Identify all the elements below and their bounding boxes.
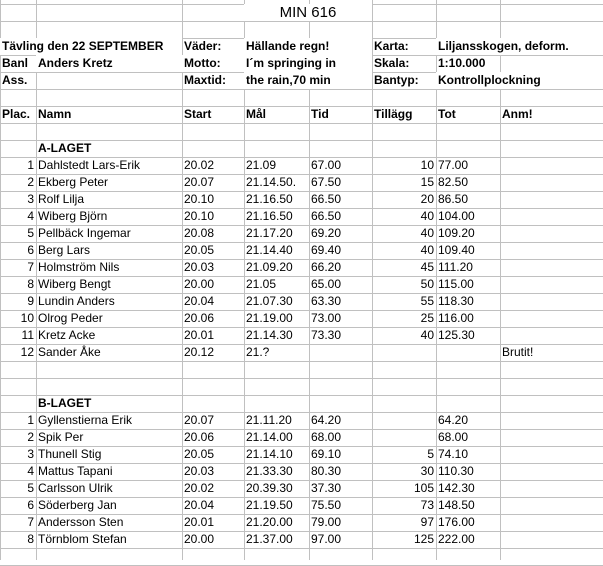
course-setter-value[interactable]: Anders Kretz [36, 55, 244, 72]
table-cell-tid[interactable]: 75.50 [311, 498, 342, 512]
table-cell-start[interactable]: 20.10 [184, 192, 215, 206]
table-cell-tot[interactable]: 111.20 [438, 260, 473, 274]
table-cell-mal[interactable]: 21.14.30 [246, 328, 293, 342]
table-cell-namn[interactable]: Spik Per [38, 430, 84, 444]
table-cell-namn[interactable]: Dahlstedt Lars-Erik [38, 158, 141, 172]
column-header-anm[interactable]: Anm! [502, 107, 533, 121]
grid-row-line [0, 548, 603, 549]
table-cell-tot[interactable]: 104.00 [438, 209, 475, 223]
map-value[interactable]: Liljansskogen, deform. [436, 38, 603, 55]
grid-row-line [0, 21, 603, 22]
table-cell-tid[interactable]: 79.00 [311, 515, 342, 529]
table-cell-anm[interactable]: Brutit! [502, 345, 534, 359]
table-cell-tid[interactable]: 97.00 [311, 532, 342, 546]
table-cell-start[interactable]: 20.04 [184, 498, 215, 512]
table-cell-mal[interactable]: 21.09 [246, 158, 277, 172]
table-cell-start[interactable]: 20.01 [184, 328, 215, 342]
scale-value[interactable]: 1:10.000 [438, 56, 486, 70]
table-cell-tot[interactable]: 86.50 [438, 192, 469, 206]
motto-value[interactable]: I´m springing in [244, 55, 372, 72]
table-cell-plac[interactable]: 7 [27, 515, 34, 529]
table-cell-tid[interactable]: 67.50 [311, 175, 342, 189]
table-cell-mal[interactable]: 21.09.20 [246, 260, 293, 274]
table-cell-tid[interactable]: 67.00 [311, 158, 342, 172]
table-cell-mal[interactable]: 21.37.00 [246, 532, 293, 546]
weather-label[interactable]: Väder: [184, 39, 222, 53]
table-cell-start[interactable]: 20.08 [184, 226, 215, 240]
table-cell-tot[interactable]: 118.30 [438, 294, 474, 308]
table-cell-namn[interactable]: Ekberg Peter [38, 175, 109, 189]
table-cell-tot[interactable]: 148.50 [438, 498, 475, 512]
table-cell-tot[interactable]: 176.00 [438, 515, 475, 529]
column-header-start[interactable]: Start [184, 107, 212, 121]
table-cell-namn[interactable]: Carlsson Ulrik [38, 481, 113, 495]
grid-row-line [0, 89, 603, 90]
column-header-plac[interactable]: Plac. [2, 107, 31, 121]
table-cell-tid[interactable]: 66.50 [311, 192, 342, 206]
table-cell-tot[interactable]: 222.00 [438, 532, 475, 546]
table-cell-tid[interactable]: 73.00 [311, 311, 342, 325]
table-cell-tot[interactable]: 116.00 [438, 311, 474, 325]
table-cell-plac[interactable]: 10 [20, 311, 34, 325]
column-header-tot[interactable]: Tot [438, 107, 456, 121]
section-label[interactable]: A-LAGET [38, 141, 92, 155]
table-cell-namn[interactable]: Lundin Anders [38, 294, 115, 308]
table-cell-namn[interactable]: Olrog Peder [38, 311, 103, 325]
table-cell-plac[interactable]: 6 [27, 243, 34, 257]
table-cell-start[interactable]: 20.10 [184, 209, 215, 223]
table-cell-namn[interactable]: Andersson Sten [38, 515, 124, 529]
table-cell-start[interactable]: 20.07 [184, 175, 215, 189]
table-cell-plac[interactable]: 6 [27, 498, 34, 512]
table-cell-plac[interactable]: 12 [20, 345, 34, 359]
table-cell-mal[interactable]: 21.14.00 [246, 430, 293, 444]
table-cell-tot[interactable]: 109.40 [438, 243, 475, 257]
table-cell-tot[interactable]: 125.30 [438, 328, 475, 342]
table-cell-tillagg[interactable]: 55 [420, 294, 434, 308]
table-cell-mal[interactable]: 21.17.20 [246, 226, 293, 240]
table-cell-start[interactable]: 20.06 [184, 311, 215, 325]
table-cell-mal[interactable]: 21.19.00 [246, 311, 293, 325]
table-cell-start[interactable]: 20.00 [184, 277, 215, 291]
table-cell-namn[interactable]: Rolf Lilja [38, 192, 85, 206]
table-cell-namn[interactable]: Wiberg Bengt [38, 277, 111, 291]
table-cell-mal[interactable]: 20.39.30 [246, 481, 293, 495]
table-cell-plac[interactable]: 5 [27, 226, 34, 240]
table-cell-namn[interactable]: Törnblom Stefan [38, 532, 127, 546]
table-cell-tid[interactable]: 68.00 [311, 430, 342, 444]
table-cell-tillagg[interactable]: 105 [413, 481, 434, 495]
column-header-tillagg[interactable]: Tillägg [374, 107, 413, 121]
table-cell-namn[interactable]: Sander Åke [38, 345, 101, 359]
table-cell-start[interactable]: 20.05 [184, 243, 215, 257]
table-cell-plac[interactable]: 1 [27, 158, 34, 172]
table-cell-mal[interactable]: 21.11.20 [246, 413, 292, 427]
table-cell-start[interactable]: 20.01 [184, 515, 215, 529]
sheet-title[interactable]: MIN 616 [244, 4, 372, 21]
course-type-value[interactable]: Kontrollplockning [436, 72, 603, 89]
column-header-namn[interactable]: Namn [38, 107, 72, 121]
table-cell-mal[interactable]: 21.19.50 [246, 498, 293, 512]
table-cell-plac[interactable]: 7 [27, 260, 34, 274]
table-cell-plac[interactable]: 9 [27, 294, 34, 308]
table-cell-tillagg[interactable]: 30 [420, 464, 434, 478]
maxtime-label[interactable]: Maxtid: [184, 73, 226, 87]
table-cell-plac[interactable]: 4 [27, 464, 34, 478]
table-cell-tillagg[interactable]: 10 [420, 158, 434, 172]
table-cell-start[interactable]: 20.02 [184, 158, 215, 172]
table-cell-tillagg[interactable]: 25 [420, 311, 434, 325]
table-cell-mal[interactable]: 21.33.30 [246, 464, 293, 478]
table-cell-tid[interactable]: 37.30 [311, 481, 342, 495]
table-cell-tot[interactable]: 109.20 [438, 226, 475, 240]
table-cell-mal[interactable]: 21.14.10 [246, 447, 293, 461]
table-cell-tot[interactable]: 68.00 [438, 430, 469, 444]
table-cell-namn[interactable]: Wiberg Björn [38, 209, 108, 223]
column-header-mal[interactable]: Mål [246, 107, 267, 121]
table-cell-start[interactable]: 20.07 [184, 413, 215, 427]
map-label[interactable]: Karta: [374, 39, 409, 53]
table-cell-tid[interactable]: 69.10 [311, 447, 342, 461]
table-cell-plac[interactable]: 8 [27, 532, 34, 546]
weather-value[interactable]: Hällande regn! [244, 38, 372, 55]
table-cell-namn[interactable]: Gyllenstierna Erik [38, 413, 133, 427]
course-type-label[interactable]: Bantyp: [374, 73, 419, 87]
table-cell-start[interactable]: 20.06 [184, 430, 215, 444]
table-cell-start[interactable]: 20.04 [184, 294, 215, 308]
table-cell-mal[interactable]: 21.14.40 [246, 243, 293, 257]
table-cell-tillagg[interactable]: 40 [420, 328, 434, 342]
table-cell-tillagg[interactable]: 40 [420, 243, 434, 257]
table-cell-tillagg[interactable]: 73 [420, 498, 434, 512]
table-cell-start[interactable]: 20.05 [184, 447, 215, 461]
table-cell-plac[interactable]: 2 [27, 430, 34, 444]
table-cell-namn[interactable]: Pellbäck Ingemar [38, 226, 131, 240]
table-cell-tid[interactable]: 65.00 [311, 277, 342, 291]
table-cell-tot[interactable]: 74.10 [438, 447, 469, 461]
table-cell-mal[interactable]: 21.14.50. [246, 175, 297, 189]
table-cell-plac[interactable]: 2 [27, 175, 34, 189]
motto-label[interactable]: Motto: [184, 56, 221, 70]
table-cell-tillagg[interactable]: 5 [427, 447, 434, 461]
table-cell-tot[interactable]: 110.30 [438, 464, 474, 478]
table-cell-tot[interactable]: 77.00 [438, 158, 469, 172]
table-cell-start[interactable]: 20.12 [184, 345, 215, 359]
section-label[interactable]: B-LAGET [38, 396, 92, 410]
table-cell-start[interactable]: 20.02 [184, 481, 215, 495]
table-cell-mal[interactable]: 21.07.30 [246, 294, 293, 308]
table-cell-tid[interactable]: 63.30 [311, 294, 342, 308]
table-cell-mal[interactable]: 21.20.00 [246, 515, 293, 529]
table-cell-tid[interactable]: 73.30 [311, 328, 342, 342]
table-cell-tid[interactable]: 66.50 [311, 209, 342, 223]
table-cell-mal[interactable]: 21.16.50 [246, 192, 293, 206]
table-cell-plac[interactable]: 3 [27, 192, 34, 206]
table-cell-tillagg[interactable]: 40 [420, 209, 434, 223]
grid-row-line [0, 361, 603, 362]
course-setter-label[interactable]: Banl [2, 56, 29, 70]
scale-label[interactable]: Skala: [374, 56, 410, 70]
table-cell-start[interactable]: 20.03 [184, 260, 215, 274]
table-cell-plac[interactable]: 4 [27, 209, 34, 223]
table-cell-plac[interactable]: 3 [27, 447, 34, 461]
grid-row-line [0, 378, 603, 379]
column-header-tid[interactable]: Tid [311, 107, 329, 121]
table-cell-tillagg[interactable]: 40 [420, 226, 434, 240]
table-cell-plac[interactable]: 11 [21, 328, 34, 342]
maxtime-value[interactable]: the rain,70 min [244, 72, 372, 89]
table-cell-mal[interactable]: 21.16.50 [246, 209, 293, 223]
table-cell-start[interactable]: 20.03 [184, 464, 215, 478]
table-cell-tot[interactable]: 64.20 [438, 413, 469, 427]
competition-date-cell[interactable]: Tävling den 22 SEPTEMBER [0, 38, 182, 55]
grid-row-line [0, 123, 603, 124]
table-cell-tot[interactable]: 82.50 [438, 175, 469, 189]
table-cell-tillagg[interactable]: 97 [420, 515, 434, 529]
table-cell-tid[interactable]: 69.20 [311, 226, 342, 240]
table-cell-plac[interactable]: 8 [27, 277, 34, 291]
table-cell-tid[interactable]: 69.40 [311, 243, 342, 257]
table-cell-tot[interactable]: 142.30 [438, 481, 475, 495]
assistant-label[interactable]: Ass. [2, 73, 28, 87]
table-cell-plac[interactable]: 5 [27, 481, 34, 495]
table-cell-namn[interactable]: Holmström Nils [38, 260, 120, 274]
table-cell-tillagg[interactable]: 125 [413, 532, 434, 546]
table-cell-tot[interactable]: 115.00 [438, 277, 474, 291]
table-cell-tillagg[interactable]: 45 [420, 260, 434, 274]
table-cell-tid[interactable]: 64.20 [311, 413, 342, 427]
table-cell-start[interactable]: 20.00 [184, 532, 215, 546]
table-cell-namn[interactable]: Kretz Acke [38, 328, 96, 342]
table-cell-tid[interactable]: 80.30 [311, 464, 342, 478]
table-cell-namn[interactable]: Mattus Tapani [38, 464, 113, 478]
table-cell-namn[interactable]: Söderberg Jan [38, 498, 117, 512]
table-cell-tillagg[interactable]: 15 [420, 175, 434, 189]
table-cell-tid[interactable]: 66.20 [311, 260, 342, 274]
table-cell-tillagg[interactable]: 20 [420, 192, 434, 206]
table-cell-namn[interactable]: Berg Lars [38, 243, 91, 257]
table-cell-mal[interactable]: 21.? [246, 345, 270, 359]
table-cell-namn[interactable]: Thunell Stig [38, 447, 102, 461]
table-cell-tillagg[interactable]: 50 [420, 277, 434, 291]
table-cell-mal[interactable]: 21.05 [246, 277, 277, 291]
table-cell-plac[interactable]: 1 [27, 413, 34, 427]
